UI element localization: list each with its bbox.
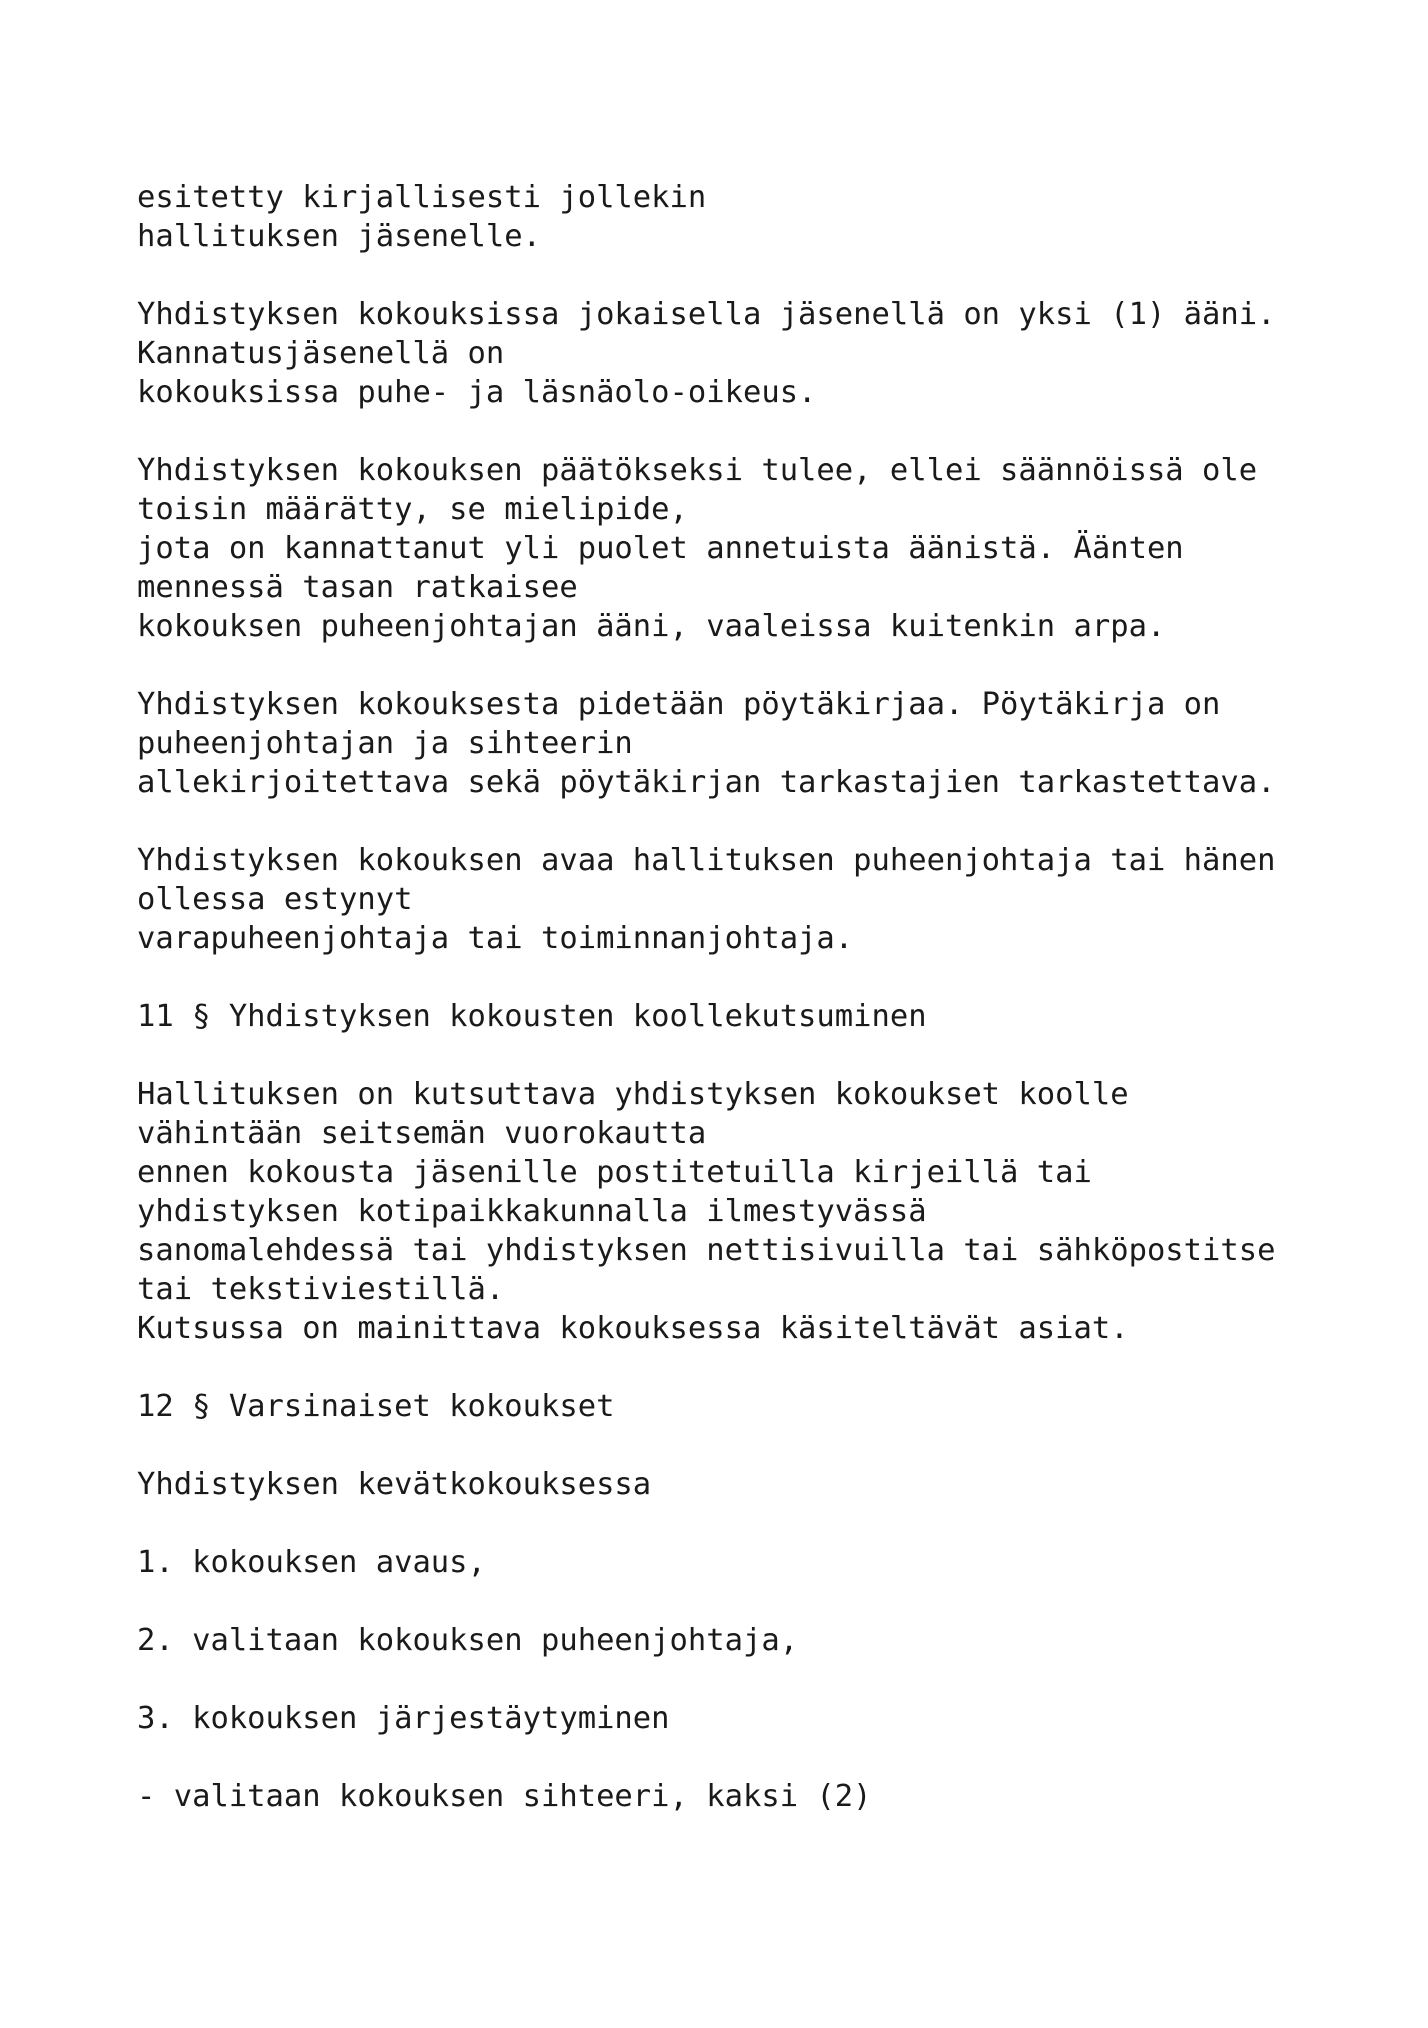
paragraph-gap bbox=[137, 958, 1337, 997]
list-item-text: 1. kokouksen avaus, bbox=[137, 1545, 486, 1580]
text-line: kokouksissa puhe- ja läsnäolo-oikeus. bbox=[137, 375, 817, 410]
text-line: toisin määrätty, se mielipide, bbox=[137, 492, 688, 527]
paragraph bbox=[137, 841, 1337, 958]
text-line: Yhdistyksen kokouksissa jokaisella jäsenellä on yksi (1) ääni. bbox=[137, 297, 1276, 332]
text-line: kokouksen puheenjohtajan ääni, vaaleissa kuitenkin arpa. bbox=[137, 609, 1166, 644]
paragraph-gap bbox=[137, 646, 1337, 685]
text-line: sanomalehdessä tai yhdistyksen nettisivuilla tai sähköpostitse bbox=[137, 1233, 1276, 1268]
text-line: yhdistyksen kotipaikkakunnalla ilmestyvässä bbox=[137, 1194, 927, 1229]
list-item-text: - valitaan kokouksen sihteeri, kaksi (2) bbox=[137, 1779, 872, 1814]
heading-text: 11 § Yhdistyksen kokousten koollekutsuminen bbox=[137, 999, 927, 1034]
paragraph bbox=[137, 685, 1337, 802]
paragraph-gap bbox=[137, 256, 1337, 295]
paragraph-gap bbox=[137, 412, 1337, 451]
paragraph-gap bbox=[137, 1426, 1337, 1465]
text-line: mennessä tasan ratkaisee bbox=[137, 570, 578, 605]
text-line: tai tekstiviestillä. bbox=[137, 1272, 505, 1307]
paragraph bbox=[137, 295, 1337, 412]
list-item bbox=[137, 1777, 1337, 1816]
paragraph-gap bbox=[137, 802, 1337, 841]
list-item-text: 3. kokouksen järjestäytyminen bbox=[137, 1701, 670, 1736]
text-line: Yhdistyksen kokouksen avaa hallituksen puheenjohtaja tai hänen bbox=[137, 843, 1276, 878]
paragraph-gap bbox=[137, 1036, 1337, 1075]
paragraph-gap bbox=[137, 1348, 1337, 1387]
text-line: ennen kokousta jäsenille postitetuilla kirjeillä tai bbox=[137, 1155, 1092, 1190]
paragraph-gap bbox=[137, 1738, 1337, 1777]
text-line: ollessa estynyt bbox=[137, 882, 413, 917]
paragraph bbox=[137, 178, 1337, 256]
paragraph bbox=[137, 1465, 1337, 1504]
text-line: esitetty kirjallisesti jollekin bbox=[137, 180, 707, 215]
section-heading bbox=[137, 997, 1337, 1036]
text-line: hallituksen jäsenelle. bbox=[137, 219, 541, 254]
text-line: vähintään seitsemän vuorokautta bbox=[137, 1116, 707, 1151]
text-line: Yhdistyksen kokouksesta pidetään pöytäkirjaa. Pöytäkirja on bbox=[137, 687, 1221, 722]
text-line: jota on kannattanut yli puolet annetuista äänistä. Äänten bbox=[137, 531, 1184, 566]
text-line: Hallituksen on kutsuttava yhdistyksen kokoukset koolle bbox=[137, 1077, 1129, 1112]
text-line: Yhdistyksen kevätkokouksessa bbox=[137, 1467, 652, 1502]
paragraph-gap bbox=[137, 1504, 1337, 1543]
paragraph-gap bbox=[137, 1582, 1337, 1621]
heading-text: 12 § Varsinaiset kokoukset bbox=[137, 1389, 615, 1424]
document-body bbox=[137, 178, 1337, 1816]
text-line: varapuheenjohtaja tai toiminnanjohtaja. bbox=[137, 921, 854, 956]
paragraph-gap bbox=[137, 1660, 1337, 1699]
list-item-text: 2. valitaan kokouksen puheenjohtaja, bbox=[137, 1623, 799, 1658]
section-heading bbox=[137, 1387, 1337, 1426]
text-line: Yhdistyksen kokouksen päätökseksi tulee, ellei säännöissä ole bbox=[137, 453, 1258, 488]
paragraph bbox=[137, 451, 1337, 646]
list-item bbox=[137, 1699, 1337, 1738]
text-line: puheenjohtajan ja sihteerin bbox=[137, 726, 633, 761]
text-line: Kutsussa on mainittava kokouksessa käsiteltävät asiat. bbox=[137, 1311, 1129, 1346]
paragraph bbox=[137, 1075, 1337, 1348]
list-item bbox=[137, 1621, 1337, 1660]
text-line: allekirjoitettava sekä pöytäkirjan tarkastajien tarkastettava. bbox=[137, 765, 1276, 800]
list-item bbox=[137, 1543, 1337, 1582]
text-line: Kannatusjäsenellä on bbox=[137, 336, 505, 371]
